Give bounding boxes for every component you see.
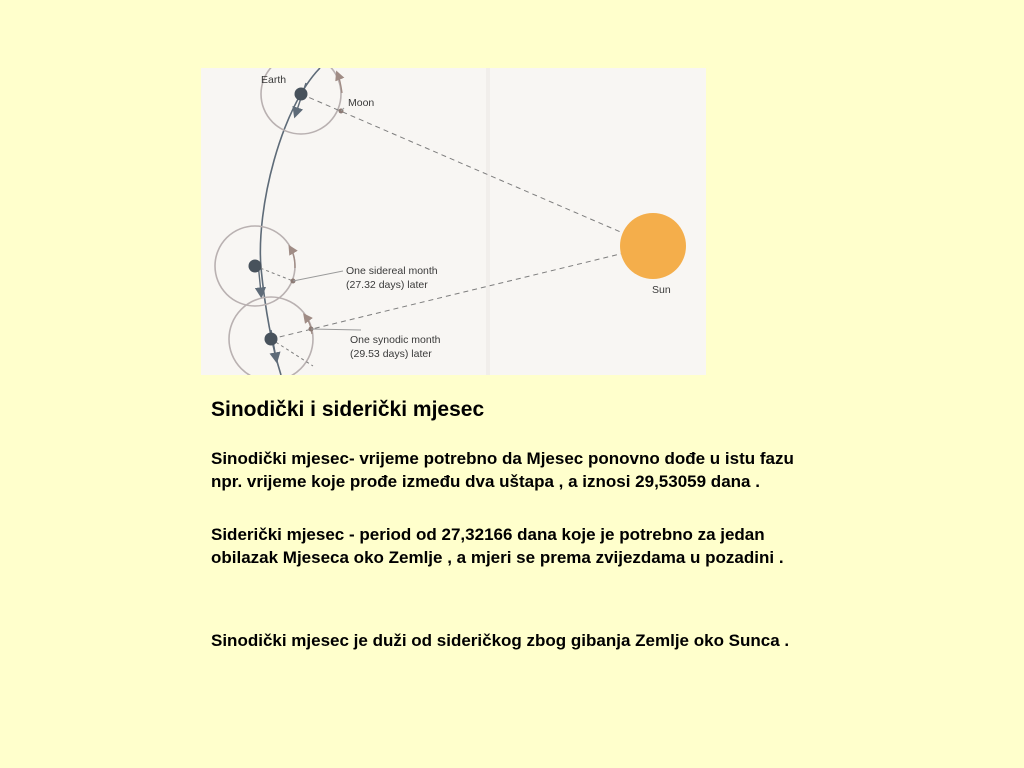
moon-label: Moon [348, 97, 375, 109]
earth-label: Earth [261, 74, 287, 86]
sidereal-label-line1: One sidereal month [346, 265, 438, 277]
sun [620, 213, 686, 279]
synodic-label-line2: (29.53 days) later [350, 348, 432, 360]
comparison-note: Sinodički mjesec je duži od sideričkog zbog gibanja Zemlje oko Sunca . [211, 631, 790, 650]
earth-position-start [295, 88, 308, 101]
orbit-diagram [201, 68, 706, 375]
synodic-definition: Sinodički mjesec- vrijeme potrebno da Mjesec ponovno dođe u istu fazu npr. vrijeme koje prođe između dva uštapa , a iznosi 29,53059 dana . [211, 449, 794, 491]
earth-position-sidereal [249, 260, 262, 273]
figure-background [201, 68, 706, 375]
sidereal-definition: Siderički mjesec - period od 27,32166 dana koje je potrebno za jedan obilazak Mjeseca oko Zemlje , a mjeri se prema zvijezdama u pozadini . [211, 525, 784, 567]
moon-orbit-figure [201, 68, 706, 375]
slide-title: Sinodički i siderički mjesec [211, 398, 485, 421]
sidereal-label-line2: (27.32 days) later [346, 279, 428, 291]
earth-position-synodic [265, 333, 278, 346]
synodic-label-line1: One synodic month [350, 334, 441, 346]
sun-label: Sun [652, 284, 671, 296]
paper-fold [486, 68, 490, 375]
